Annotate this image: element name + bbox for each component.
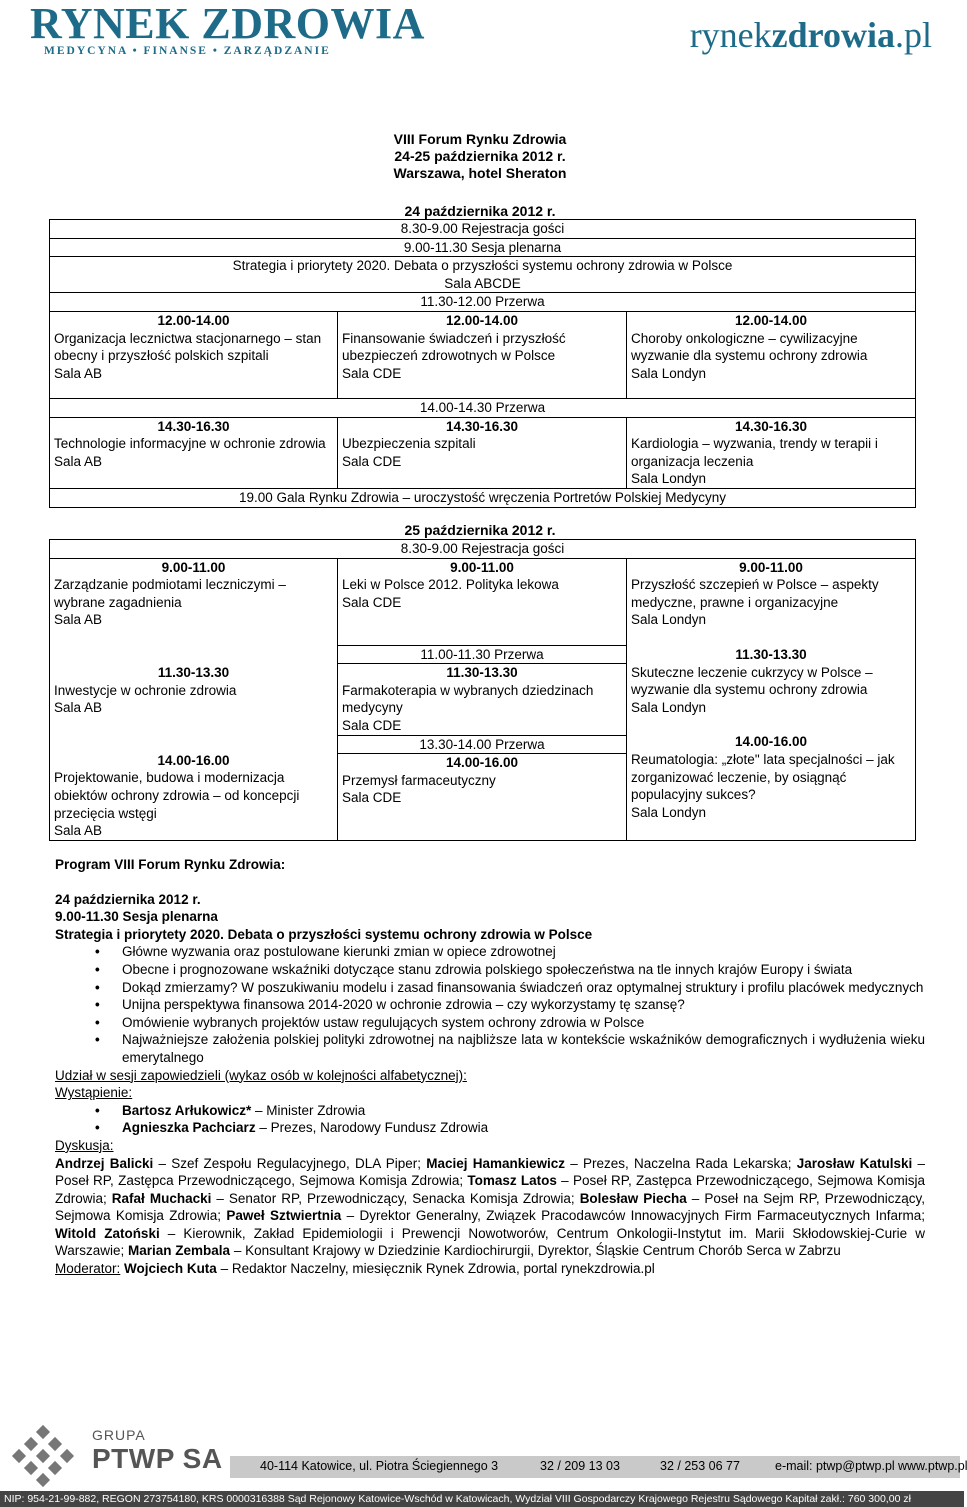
grupa-label: GRUPA: [92, 1427, 146, 1443]
session-time: 12.00-14.00: [445, 312, 519, 328]
forum-venue: Warszawa, hotel Sheraton: [393, 165, 567, 181]
forum-title: VIII Forum Rynku Zdrowia: [393, 131, 567, 147]
session-time: 14.00-16.00: [445, 755, 519, 771]
day2-date: 25 października 2012 r.: [404, 522, 556, 538]
session-title: Organizacja lecznictwa stacjonarnego – stan obecny i przyszłość polskich szpitali: [54, 330, 322, 364]
page-header: [0, 0, 960, 80]
topics-list: [55, 943, 925, 1066]
plenary-room: Sala ABCDE: [444, 275, 521, 291]
session-title: Finansowanie świadczeń i przyszłość ubezpieczeń zdrowotnych w Polsce: [342, 330, 566, 364]
session-title: Leki w Polsce 2012. Polityka lekowa: [342, 577, 559, 593]
list-item: • Główne wyzwania oraz postulowane kierunki zmian w opiece zdrowotnej: [55, 943, 925, 961]
discussion-panel: Andrzej Balicki – Szef Zespołu Regulacyjnego, DLA Piper; Maciej Hamankiewicz – Prezes, Naczelna Rada Lekarska; Jarosław Katulski – Poseł RP, Zastępca Przewodniczącego, Sejmowa Komisja Zdrowia; Tomasz Latos – Poseł RP, Zastępca Przewodniczącego, Sejmowa Komisja Zdrowia; Rafał Muchacki – Senator RP, Przewodniczący, Senacka Komisja Zdrowia; Bolesław Piecha – Poseł na Sejm RP, Przewodniczący, Sejmowa Komisja Zdrowia; Paweł Sztwiertnia – Dyrektor Generalny, Związek Pracodawców Innowacyjnych Firm Farmaceutycznych Infarma; Witold Zatoński – Kierownik, Zakład Epidemiologii i Prewencji Nowotworów, Centrum Onkologii-Instytut im. Marii Skłodowskiej-Curie w Warszawie; Marian Zembala – Konsultant Krajowy w Dziedzinie Kardiochirurgii, Dyrektor, Śląskie Centrum Chorób Serca w Zabrzu: [55, 1155, 926, 1259]
session-title: Zarządzanie podmiotami leczniczymi – wybrane zagadnienia: [54, 577, 286, 610]
session-column-right: [627, 558, 916, 841]
session-title: Technologie informacyjne w ochronie zdrowia: [54, 436, 326, 452]
session-room: Sala CDE: [342, 453, 402, 469]
session-room: Sala CDE: [342, 717, 402, 733]
session-time: 9.00-11.00: [161, 559, 226, 575]
plenary-block: [50, 257, 916, 293]
list-item: • Najważniejsze założenia polskiej polityki zdrowotnej na najbliższe lata w kontekście wskaźników demograficznych i wydłużenia wieku emerytalnego: [55, 1031, 925, 1066]
session-title: Przyszłość szczepień w Polsce – aspekty medyczne, prawne i organizacyjne: [631, 577, 879, 610]
discussion-label: Dyskusja:: [55, 1137, 114, 1153]
legal-info: NIP: 954-21-99-882, REGON 273754180, KRS 0000316388 Sąd Rejonowy Katowice-Wschód w Katowicach, Wydział VIII Gospodarczy Krajowego Rejestru Sądowego Kapitał zakł.: 760 300,00 zł: [0, 1491, 964, 1507]
session-room: Sala AB: [54, 453, 103, 469]
list-item: • Obecne i prognozowane wskaźniki dotyczące stanu zdrowia polskiego społeczeństwa na tle innych krajów Europy i świata: [55, 961, 925, 979]
gala-row: 19.00 Gala Rynku Zdrowia – uroczystość wręczenia Portretów Polskiej Medycyny: [50, 488, 916, 507]
break-row: 13.30-14.00 Przerwa: [338, 735, 627, 754]
address-text: 40-114 Katowice, ul. Piotra Ściegiennego 3: [260, 1459, 499, 1473]
plenary-title: Strategia i priorytety 2020. Debata o przyszłości systemu ochrony zdrowia w Polsce: [232, 258, 733, 274]
session-title: Reumatologia: „złote" lata specjalności – jak zorganizować leczenie, by osiągnąć populacyjny sukces?: [631, 751, 895, 803]
ptwp-emblem-icon: [8, 1425, 78, 1495]
email-link[interactable]: e-mail: ptwp@ptwp.pl: [775, 1459, 895, 1473]
speeches-label: Wystąpienie:: [55, 1085, 133, 1101]
forum-dates: 24-25 października 2012 r.: [394, 148, 566, 164]
registration-row: 8.30-9.00 Rejestracja gości: [50, 220, 916, 239]
program-session-title: Strategia i priorytety 2020. Debata o przyszłości systemu ochrony zdrowia w Polsce: [55, 926, 593, 942]
day1-date: 24 października 2012 r.: [404, 203, 556, 219]
session-room: Sala Londyn: [631, 471, 707, 487]
fax-text: 32 / 253 06 77: [660, 1459, 740, 1473]
session-room: Sala CDE: [342, 790, 402, 806]
session-cell: [627, 417, 916, 488]
plenary-time: 9.00-11.30 Sesja plenarna: [50, 238, 916, 257]
break-row: 11.00-11.30 Przerwa: [338, 645, 627, 664]
session-cell: [627, 311, 916, 398]
session-room: Sala Londyn: [631, 804, 707, 820]
session-time: 14.30-16.30: [734, 418, 808, 434]
session-title: Skuteczne leczenie cukrzycy w Polsce – wyzwanie dla systemu ochrony zdrowia: [631, 664, 873, 698]
session-room: Sala AB: [54, 612, 103, 628]
break-row: 14.00-14.30 Przerwa: [50, 398, 916, 417]
program-heading: Program VIII Forum Rynku Zdrowia:: [55, 857, 286, 872]
session-time: 14.00-16.00: [734, 734, 808, 750]
session-room: Sala Londyn: [631, 699, 707, 715]
day1-schedule-table: [49, 219, 916, 508]
session-room: Sala AB: [54, 365, 103, 381]
program-section: [55, 856, 925, 1278]
session-title: Kardiologia – wyzwania, trendy w terapii i organizacja leczenia: [631, 436, 878, 469]
contact-bar: [230, 1456, 967, 1478]
session-room: Sala AB: [54, 700, 103, 716]
page-footer: [0, 1405, 967, 1507]
program-session: 9.00-11.30 Sesja plenarna: [55, 909, 218, 925]
list-item: • Agnieszka Pachciarz – Prezes, Narodowy Fundusz Zdrowia: [55, 1119, 925, 1137]
list-item: • Bartosz Arłukowicz* – Minister Zdrowia: [55, 1102, 925, 1120]
session-title: Ubezpieczenia szpitali: [342, 436, 476, 452]
session-room: Sala CDE: [342, 365, 402, 381]
ptwp-logo: PTWP SA: [92, 1443, 223, 1474]
session-room: Sala AB: [54, 823, 103, 839]
session-time: 9.00-11.00: [450, 559, 514, 575]
session-cell: [338, 417, 627, 488]
session-cell: [50, 417, 338, 488]
phone-text: 32 / 209 13 03: [540, 1459, 620, 1473]
program-date: 24 października 2012 r.: [55, 891, 201, 907]
session-time: 12.00-14.00: [734, 312, 808, 328]
registration-row: 8.30-9.00 Rejestracja gości: [50, 540, 916, 559]
session-time: 11.30-13.30: [157, 664, 230, 680]
session-time: 14.30-16.30: [157, 418, 230, 434]
logo-tagline: MEDYCYNA • FINANSE • ZARZĄDZANIE: [44, 45, 331, 57]
session-title: Przemysł farmaceutyczny: [342, 772, 496, 788]
session-title: Farmakoterapia w wybranych dziedzinach medycyny: [342, 682, 594, 716]
session-cell: [338, 558, 627, 645]
session-title: Projektowanie, budowa i modernizacja obiektów ochrony zdrowia – od koncepcji przecięcia wstęgi: [54, 770, 300, 821]
website-link[interactable]: www.ptwp.pl: [898, 1459, 967, 1473]
session-time: 14.00-16.00: [157, 752, 230, 768]
moderator-line: Moderator: Wojciech Kuta – Redaktor Naczelny, miesięcznik Rynek Zdrowia, portal rynekzdrowia.pl: [55, 1261, 655, 1277]
session-title: Choroby onkologiczne – cywilizacyjne wyzwanie dla systemu ochrony zdrowia: [631, 330, 868, 364]
session-cell: [50, 311, 338, 398]
rynek-zdrowia-logo: RYNEK ZDROWIA: [30, 0, 425, 48]
session-time: 11.30-13.30: [446, 665, 518, 681]
site-url-logo: rynekzdrowia.pl: [689, 15, 932, 55]
day2-schedule-table: [49, 539, 916, 841]
session-title: Inwestycje w ochronie zdrowia: [54, 682, 237, 698]
list-item: • Unijna perspektywa finansowa 2014-2020 w ochronie zdrowia – czy wykorzystamy tę szansę?: [55, 996, 925, 1014]
session-room: Sala Londyn: [631, 612, 707, 628]
break-row: 11.30-12.00 Przerwa: [50, 293, 916, 312]
session-cell: [338, 664, 627, 735]
session-time: 9.00-11.00: [739, 559, 803, 575]
session-room: Sala Londyn: [631, 365, 707, 381]
session-cell: [338, 311, 627, 398]
session-time: 12.00-14.00: [157, 312, 230, 328]
session-cell: [338, 754, 627, 841]
session-room: Sala CDE: [342, 594, 402, 610]
session-time: 14.30-16.30: [445, 418, 519, 434]
list-item: • Dokąd zmierzamy? W poszukiwaniu modelu i zasad finansowania świadczeń oraz optymalnej struktury i profilu placówek medycznych: [55, 979, 925, 997]
participants-label: Udział w sesji zapowiedzieli (wykaz osób w kolejności alfabetycznej):: [55, 1067, 467, 1083]
session-time: 11.30-13.30: [735, 646, 807, 662]
speakers-list: [55, 1102, 925, 1137]
session-column-left: [50, 558, 338, 841]
list-item: • Omówienie wybranych projektów ustaw regulujących system ochrony zdrowia w Polsce: [55, 1014, 925, 1032]
